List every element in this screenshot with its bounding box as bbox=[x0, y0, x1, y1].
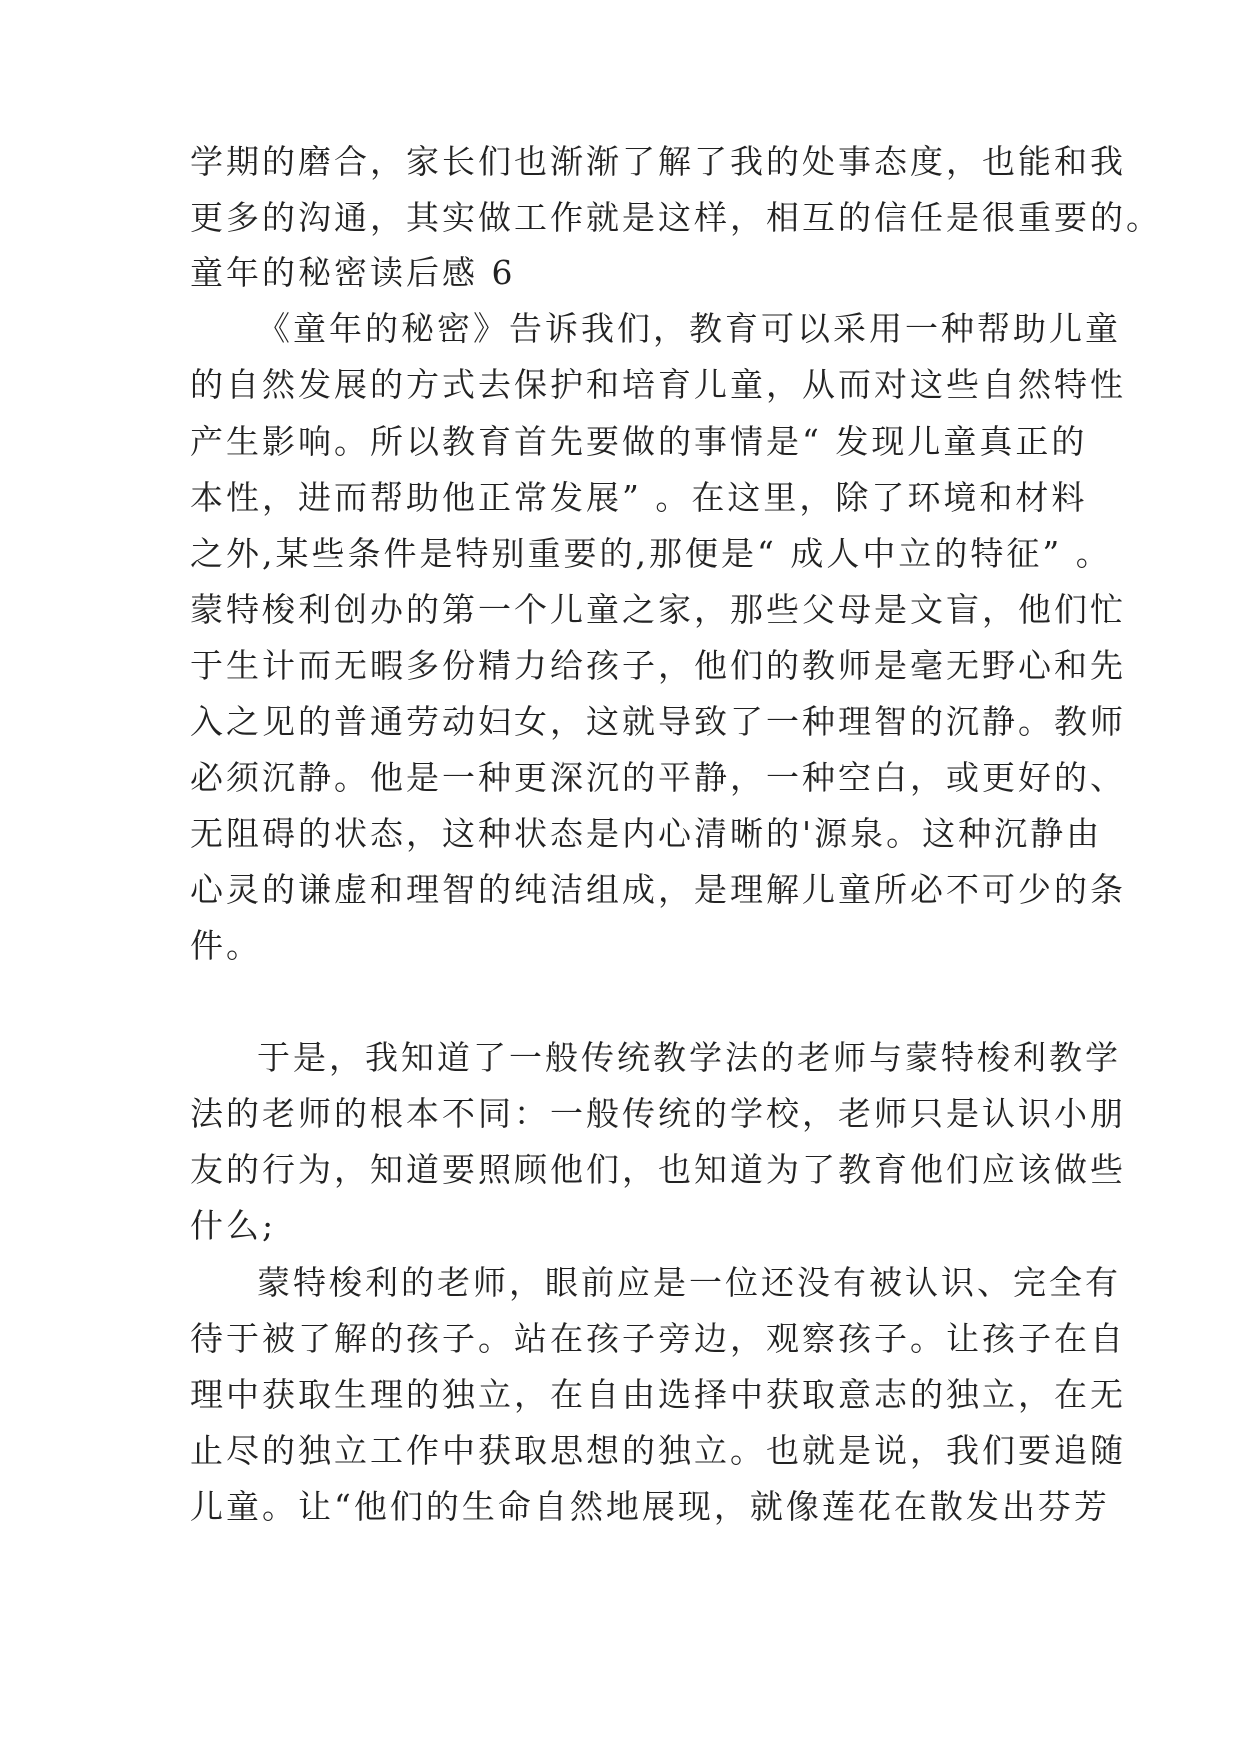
paragraph-start-line: 于是，我知道了一般传统教学法的老师与蒙特梭利教学 bbox=[257, 1038, 1121, 1077]
text-line: 理中获取生理的独立，在自由选择中获取意志的独立，在无 bbox=[190, 1375, 1126, 1414]
text-line: 儿童。让“他们的生命自然地展现，就像莲花在散发出芬芳 bbox=[190, 1487, 1110, 1526]
text-line: 必须沉静。他是一种更深沉的平静，一种空白，或更好的、 bbox=[190, 758, 1126, 797]
text-line: 什么; bbox=[190, 1206, 277, 1245]
text-line: 待于被了解的孩子。站在孩子旁边，观察孩子。让孩子在自 bbox=[190, 1319, 1126, 1358]
text-line: 无阻碍的状态，这种状态是内心清晰的'源泉。这种沉静由 bbox=[190, 814, 1103, 853]
text-line: 之外,某些条件是特别重要的,那便是“ 成人中立的特征” 。 bbox=[190, 534, 1112, 573]
text-line: 蒙特梭利创办的第一个儿童之家，那些父母是文盲，他们忙 bbox=[190, 590, 1126, 629]
text-line: 止尽的独立工作中获取思想的独立。也就是说，我们要追随 bbox=[190, 1431, 1126, 1470]
paragraph-start-line: 蒙特梭利的老师，眼前应是一位还没有被认识、完全有 bbox=[257, 1263, 1121, 1302]
text-line: 法的老师的根本不同：一般传统的学校，老师只是认识小朋 bbox=[190, 1094, 1126, 1133]
paragraph-start-line: 《童年的秘密》告诉我们，教育可以采用一种帮助儿童 bbox=[257, 309, 1121, 348]
section-heading: 童年的秘密读后感 6 bbox=[190, 253, 516, 292]
text-line: 本性，进而帮助他正常发展” 。在这里，除了环境和材料 bbox=[190, 478, 1088, 517]
text-line: 更多的沟通，其实做工作就是这样，相互的信任是很重要的。 bbox=[190, 198, 1162, 237]
text-line: 心灵的谦虚和理智的纯洁组成，是理解儿童所必不可少的条 bbox=[190, 870, 1126, 909]
text-line: 件。 bbox=[190, 926, 262, 965]
text-line: 产生影响。所以教育首先要做的事情是“ 发现儿童真正的 bbox=[190, 422, 1088, 461]
text-line: 于生计而无暇多份精力给孩子，他们的教师是毫无野心和先 bbox=[190, 646, 1126, 685]
text-line: 友的行为，知道要照顾他们，也知道为了教育他们应该做些 bbox=[190, 1150, 1126, 1189]
text-line: 入之见的普通劳动妇女，这就导致了一种理智的沉静。教师 bbox=[190, 702, 1126, 741]
text-line: 的自然发展的方式去保护和培育儿童，从而对这些自然特性 bbox=[190, 365, 1126, 404]
text-line: 学期的磨合，家长们也渐渐了解了我的处事态度，也能和我 bbox=[190, 142, 1126, 181]
